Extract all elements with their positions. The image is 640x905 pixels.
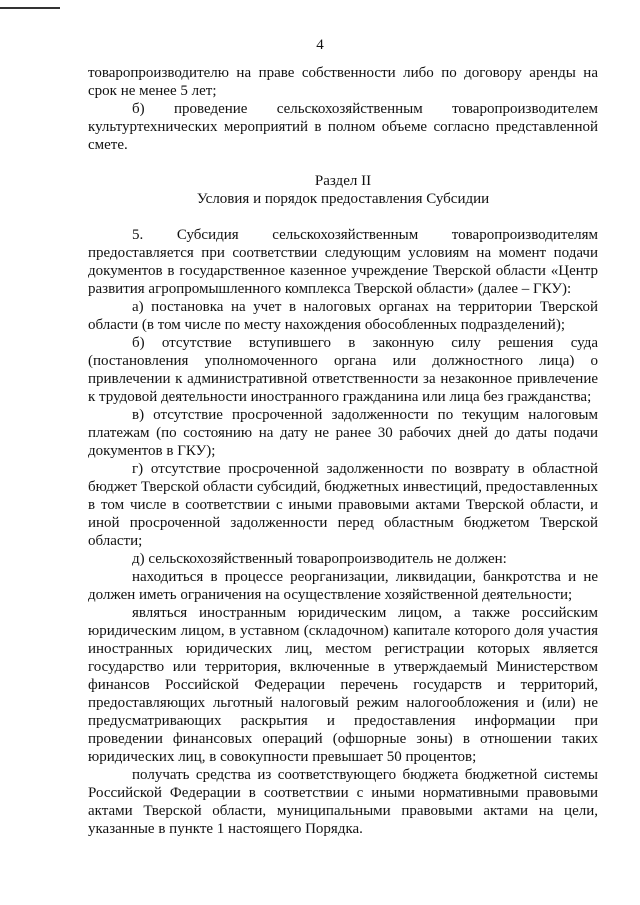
item-d: д) сельскохозяйственный товаропроизводитель не должен: (132, 551, 507, 567)
paragraph-5: 5. Субсидия сельскохозяйственным товаропроизводителям предоставляется при соответствии следующим условиям на момент подачи документов в государственное казенное учреждение Тверской области «Центр развития агропромышленного комплекса Тверской области» (далее – ГКУ): (88, 227, 598, 297)
page-number: 4 (316, 37, 324, 53)
item-d-sub-2: являться иностранным юридическим лицом, а также российским юридическим лицом, в уставном (складочном) капитале которого доля участия иностранных юридических лиц, местом регистрации которых является государство или территория, включенные в утверждаемый Министерством финансов Российской Федерации перечень государств и территорий, предоставляющих льготный налоговый режим налогообложения и (или) не предусматривающих раскрытия и предоставления информации при проведении финансовых операций (офшорные зоны) в отношении таких юридических лиц, в совокупности превышает 50 процентов; (88, 605, 598, 765)
section-subtitle: Условия и порядок предоставления Субсидии (196, 191, 490, 207)
item-v: в) отсутствие просроченной задолженности по текущим налоговым платежам (по состоянию на дату не ранее 30 рабочих дней до даты подачи документов в ГКУ); (88, 407, 598, 459)
item-g: г) отсутствие просроченной задолженности по возврату в областной бюджет Тверской области субсидий, бюджетных инвестиций, предоставленных в том числе в соответствии с иными правовыми актами Тверской области, и иной просроченной задолженности перед областным бюджетом Тверской области; (88, 461, 598, 549)
item-a: а) постановка на учет в налоговых органах на территории Тверской области (в том числе по месту нахождения обособленных подразделений); (88, 299, 598, 333)
section-title: Раздел II (314, 173, 372, 189)
document-body (88, 64, 598, 838)
item-d-sub-3: получать средства из соответствующего бюджета бюджетной системы Российской Федерации в соответствии с иными нормативными правовыми актами Тверской области, муниципальными правовыми актами на цели, указанные в пункте 1 настоящего Порядка. (88, 767, 598, 837)
continuation-paragraph: товаропроизводителю на праве собственности либо по договору аренды на срок не менее 5 лет; (88, 65, 598, 99)
top-rule (0, 7, 60, 9)
item-d-sub-1: находиться в процессе реорганизации, ликвидации, банкротства и не должен иметь ограничения на осуществление хозяйственной деятельности; (88, 569, 598, 603)
item-b: б) отсутствие вступившего в законную силу решения суда (постановления уполномоченного органа или должностного лица) о привлечении к административной ответственности за незаконное привлечение к трудовой деятельности иностранного гражданина или лица без гражданства; (88, 335, 598, 405)
item-b-paragraph: б) проведение сельскохозяйственным товаропроизводителем культуртехнических мероприятий в полном объеме согласно представленной смете. (88, 101, 598, 153)
